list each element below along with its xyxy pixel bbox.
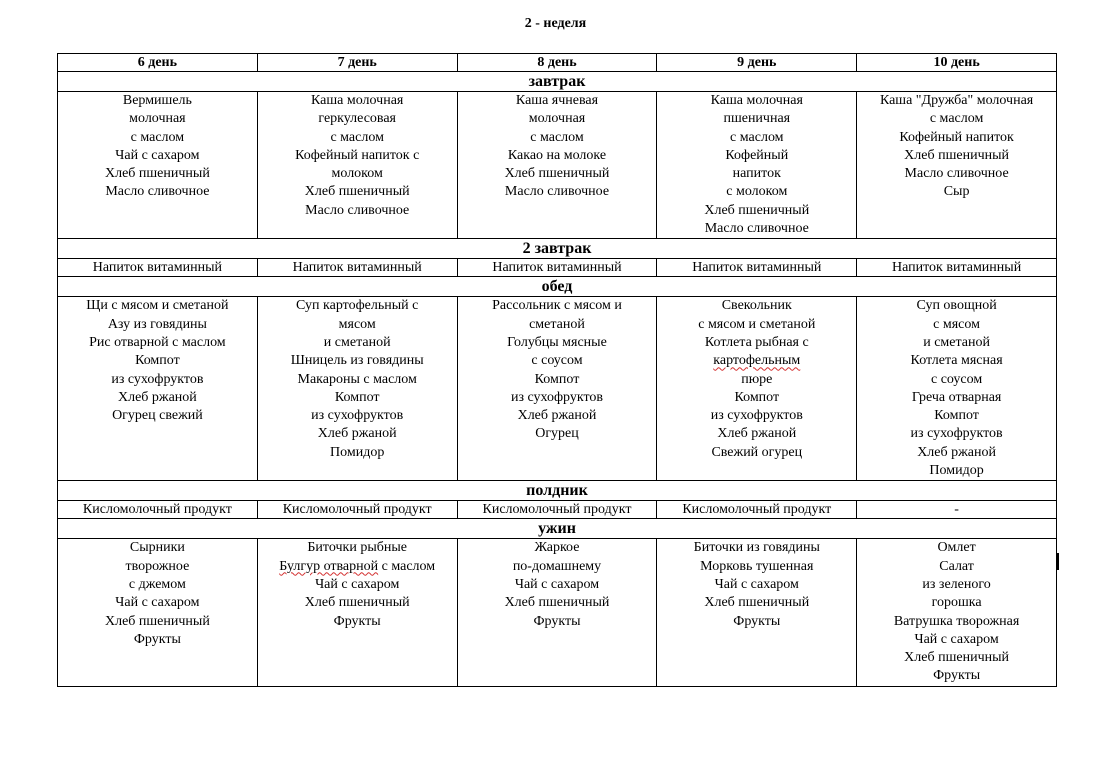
meal-row-second-breakfast — [58, 239, 1057, 259]
menu-line: Каша молочная — [710, 93, 803, 108]
menu-line: Хлеб пшеничный — [104, 166, 210, 182]
meal-row-dinner — [58, 519, 1057, 539]
menu-line: с джемом — [128, 576, 186, 592]
page-title: 2 - неделя — [524, 16, 587, 31]
menu-line: Хлеб ржаной — [117, 389, 197, 405]
menu-line: Омлет — [937, 540, 976, 556]
menu-line: мясом — [338, 316, 376, 332]
menu-line: Хлеб ржаной — [717, 426, 797, 442]
menu-line: Ватрушка творожная — [893, 613, 1020, 629]
menu-line: Свежий огурец — [711, 444, 803, 460]
menu-line: с мясом — [933, 316, 980, 332]
menu-cell — [457, 297, 657, 481]
menu-line: и сметаной — [323, 334, 391, 350]
days-header-row — [58, 54, 1057, 72]
menu-line: Компот — [934, 408, 979, 424]
menu-line: Хлеб пшеничный — [104, 613, 210, 629]
meal-label-breakfast: завтрак — [58, 72, 1057, 92]
menu-line: Масло сливочное — [904, 166, 1009, 182]
menu-line: творожное — [125, 558, 190, 574]
menu-line: Компот — [534, 371, 580, 387]
menu-line: из сухофруктов — [710, 408, 803, 424]
meal-row-snack — [58, 481, 1057, 501]
menu-line: Каша "Дружба" молочная — [879, 93, 1034, 108]
menu-line: Биточки из говядины — [693, 540, 820, 556]
menu-line: молоком — [331, 166, 383, 182]
menu-line: Голубцы мясные — [507, 334, 607, 350]
menu-cell — [58, 539, 258, 686]
menu-line: молочная — [528, 111, 586, 127]
meal-row-breakfast — [58, 72, 1057, 92]
text-cursor — [1057, 553, 1059, 570]
menu-line: Чай с сахаром — [914, 631, 999, 647]
menu-cell: Кисломолочный продукт — [657, 501, 857, 519]
menu-line: Помидор — [929, 463, 984, 479]
menu-cell — [457, 539, 657, 686]
menu-line: Булгур отварной с маслом — [279, 558, 436, 574]
menu-cell: Напиток витаминный — [857, 259, 1057, 277]
menu-line: Чай с сахаром — [115, 595, 200, 611]
menu-line: с соусом — [531, 353, 583, 369]
day-header: 7 день — [257, 54, 457, 72]
menu-line: с мясом и сметаной — [698, 316, 816, 332]
menu-line: из сухофруктов — [311, 408, 404, 424]
menu-line: с молоком — [726, 184, 788, 200]
menu-line: Щи с мясом и сметаной — [86, 298, 229, 314]
menu-line: Салат — [939, 558, 974, 574]
menu-line: Котлета рыбная с — [704, 334, 809, 350]
menu-line: Хлеб ржаной — [317, 426, 397, 442]
menu-cell — [657, 297, 857, 481]
menu-line: Масло сливочное — [105, 184, 210, 200]
meal-label-dinner: ужин — [58, 519, 1057, 539]
menu-line: Хлеб ржаной — [917, 444, 996, 460]
menu-line: Масло сливочное — [305, 202, 410, 218]
menu-line: Масло сливочное — [504, 184, 610, 200]
menu-line: Компот — [135, 353, 180, 369]
menu-cell — [857, 539, 1057, 686]
menu-line: Суп картофельный с — [296, 298, 419, 314]
breakfast-row — [58, 92, 1057, 239]
meal-label-second-breakfast: 2 завтрак — [58, 239, 1057, 259]
lunch-row — [58, 297, 1057, 481]
menu-line: Кофейный — [725, 147, 789, 163]
menu-line: Масло сливочное — [704, 221, 809, 237]
menu-line: Макароны с маслом — [297, 371, 417, 387]
menu-line: Чай с сахаром — [714, 576, 799, 592]
menu-line — [658, 352, 855, 370]
dinner-row — [58, 539, 1057, 686]
menu-line: из зеленого — [922, 576, 991, 592]
menu-line: Фрукты — [133, 631, 181, 647]
menu-line: Хлеб пшеничный — [504, 595, 610, 611]
menu-line: пшеничная — [723, 111, 791, 127]
menu-cell — [657, 539, 857, 686]
menu-line: геркулесовая — [318, 111, 396, 127]
menu-line: Каша ячневая — [515, 93, 599, 108]
menu-line: Сыр — [943, 184, 970, 200]
menu-line: и сметаной — [923, 334, 990, 350]
menu-line: Свекольник — [721, 298, 792, 314]
menu-line: Рассольник с мясом и — [492, 298, 622, 314]
menu-line: Огурец — [535, 426, 579, 442]
menu-line: Сырники — [129, 540, 185, 556]
menu-line: Фрукты — [533, 613, 581, 629]
menu-line: с маслом — [929, 111, 984, 127]
menu-line: горошка — [931, 595, 982, 611]
menu-cell: Напиток витаминный — [457, 259, 657, 277]
day-header: 8 день — [457, 54, 657, 72]
menu-line: с маслом — [730, 129, 784, 145]
menu-cell: Напиток витаминный — [657, 259, 857, 277]
menu-line: Вермишель — [122, 93, 192, 108]
menu-line: Хлеб пшеничный — [504, 166, 610, 182]
menu-line: Огурец свежий — [112, 408, 203, 424]
menu-line: Фрукты — [733, 613, 781, 629]
menu-cell — [857, 297, 1057, 481]
menu-cell — [58, 297, 258, 481]
menu-line: Хлеб пшеничный — [304, 595, 410, 611]
day-header: 10 день — [857, 54, 1057, 72]
menu-line: Чай с сахаром — [514, 576, 600, 592]
menu-cell — [657, 92, 857, 239]
menu-line: Азу из говядины — [107, 316, 207, 332]
meal-row-lunch — [58, 277, 1057, 297]
menu-cell: Кисломолочный продукт — [457, 501, 657, 519]
menu-line: сметаной — [529, 316, 585, 332]
menu-cell: Напиток витаминный — [58, 259, 258, 277]
menu-line: с соусом — [930, 371, 983, 387]
menu-line: Греча отварная — [911, 389, 1002, 405]
menu-line: Биточки рыбные — [307, 540, 407, 556]
menu-line: Хлеб пшеничный — [904, 650, 1010, 666]
menu-line: из сухофруктов — [910, 426, 1003, 442]
menu-line: пюре — [741, 371, 773, 387]
menu-cell — [257, 92, 457, 239]
menu-line: по-домашнему — [512, 558, 602, 574]
menu-line: Морковь тушенная — [700, 558, 814, 574]
menu-line: Фрукты — [933, 668, 981, 684]
menu-line: Чай с сахаром — [115, 147, 200, 163]
menu-line: молочная — [129, 111, 186, 127]
spellcheck-mark: Булгур отварной — [279, 558, 379, 574]
menu-line: Рис отварной с маслом — [89, 334, 226, 350]
menu-line: из сухофруктов — [111, 371, 204, 387]
menu-line: Хлеб пшеничный — [904, 147, 1010, 163]
menu-cell — [257, 297, 457, 481]
menu-cell: - — [857, 501, 1057, 519]
menu-line: Чай с сахаром — [315, 576, 400, 592]
menu-cell — [257, 539, 457, 686]
menu-line: Компот — [334, 389, 380, 405]
menu-cell: Кисломолочный продукт — [58, 501, 258, 519]
menu-line: Хлеб пшеничный — [704, 595, 810, 611]
menu-cell: Напиток витаминный — [257, 259, 457, 277]
menu-line: Хлеб ржаной — [517, 408, 597, 424]
second-breakfast-row — [58, 259, 1057, 277]
menu-line: Компот — [734, 389, 780, 405]
day-header: 6 день — [58, 54, 258, 72]
menu-cell: Кисломолочный продукт — [257, 501, 457, 519]
meal-label-lunch: обед — [58, 277, 1057, 297]
menu-line: с маслом — [330, 129, 384, 145]
menu-line: из сухофруктов — [510, 389, 604, 405]
menu-table — [57, 53, 1057, 687]
menu-line: Каша молочная — [311, 93, 404, 108]
menu-line: Жаркое — [534, 540, 580, 556]
menu-line: Шницель из говядины — [290, 353, 424, 369]
menu-cell — [857, 92, 1057, 239]
menu-line: Фрукты — [333, 613, 381, 629]
menu-line: Кофейный напиток — [899, 129, 1014, 145]
menu-cell — [457, 92, 657, 239]
menu-line: Помидор — [330, 444, 385, 460]
menu-line: с маслом — [530, 129, 584, 145]
menu-line: Котлета мясная — [910, 353, 1003, 369]
spellcheck-mark: картофельным — [713, 353, 801, 369]
day-header: 9 день — [657, 54, 857, 72]
menu-cell — [58, 92, 258, 239]
snack-row — [58, 501, 1057, 519]
menu-line: Хлеб пшеничный — [704, 202, 810, 218]
menu-line: с маслом — [130, 129, 185, 145]
menu-line: Какао на молоке — [507, 147, 607, 163]
menu-line: Суп овощной — [916, 298, 997, 314]
menu-line: Хлеб пшеничный — [304, 184, 410, 200]
menu-line: напиток — [732, 166, 781, 182]
meal-label-snack: полдник — [58, 481, 1057, 501]
menu-line: Кофейный напиток с — [295, 147, 420, 163]
